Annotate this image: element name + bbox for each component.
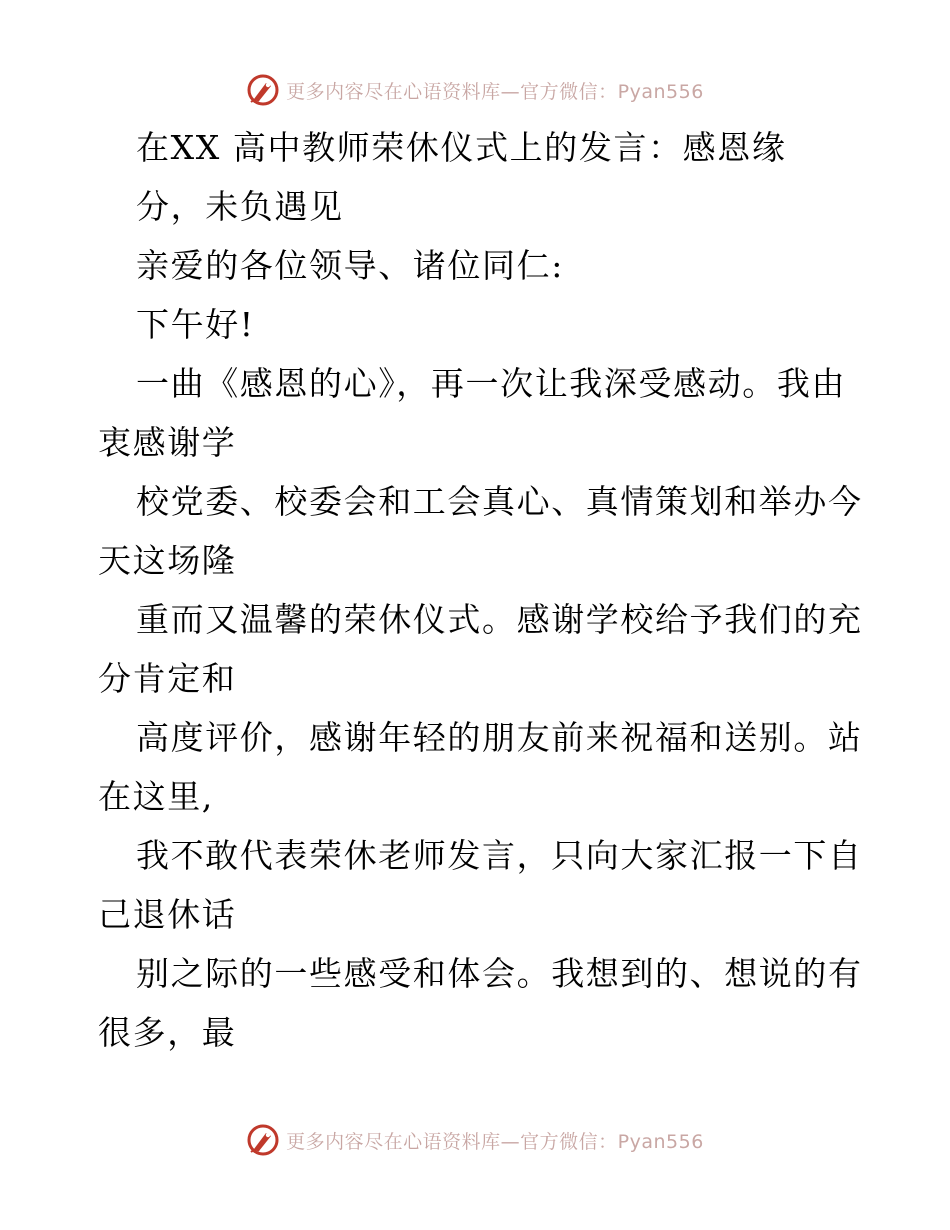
greeting-line: 下午好! [136, 305, 255, 344]
title-line-1: 在XX 高中教师荣休仪式上的发言：感恩缘 [136, 128, 787, 167]
paragraph-line: 我不敢代表荣休老师发言，只向大家汇报一下自 [136, 836, 863, 875]
paragraph-line: 很多，最 [98, 1013, 237, 1052]
salutation-line: 亲爱的各位领导、诸位同仁: [136, 246, 564, 285]
paragraph-line: 在这里, [98, 777, 214, 816]
paragraph-line: 别之际的一些感受和体会。我想到的、想说的有 [136, 954, 863, 993]
paragraph-line: 己退休话 [98, 895, 237, 934]
paragraph-line: 衷感谢学 [98, 423, 237, 462]
pen-nib-logo-icon [246, 1123, 280, 1157]
paragraph-line: 重而又温馨的荣休仪式。感谢学校给予我们的充 [136, 600, 863, 639]
paragraph-line: 天这场隆 [98, 541, 237, 580]
banner-slogan: 更多内容尽在心语资料库—官方微信： [286, 1130, 618, 1153]
paragraph-line: 一曲《感恩的心》，再一次让我深受感动。我由 [136, 364, 847, 403]
footer-banner [0, 1120, 950, 1160]
paragraph-line: 分肯定和 [98, 659, 237, 698]
wechat-id: Pyan556 [617, 1130, 704, 1153]
wechat-id: Pyan556 [617, 80, 704, 103]
footer-banner-text [286, 1127, 704, 1154]
banner-slogan: 更多内容尽在心语资料库—官方微信： [286, 80, 618, 103]
header-banner-text [286, 77, 704, 104]
paragraph-line: 高度评价，感谢年轻的朋友前来祝福和送别。站 [136, 718, 863, 757]
document-body [98, 118, 863, 1062]
pen-nib-logo-icon [246, 73, 280, 107]
header-banner-content [246, 73, 704, 107]
title-line-2: 分，未负遇见 [136, 187, 344, 226]
paragraph-line: 校党委、校委会和工会真心、真情策划和举办今 [136, 482, 863, 521]
footer-banner-content [246, 1123, 704, 1157]
header-banner [0, 70, 950, 110]
